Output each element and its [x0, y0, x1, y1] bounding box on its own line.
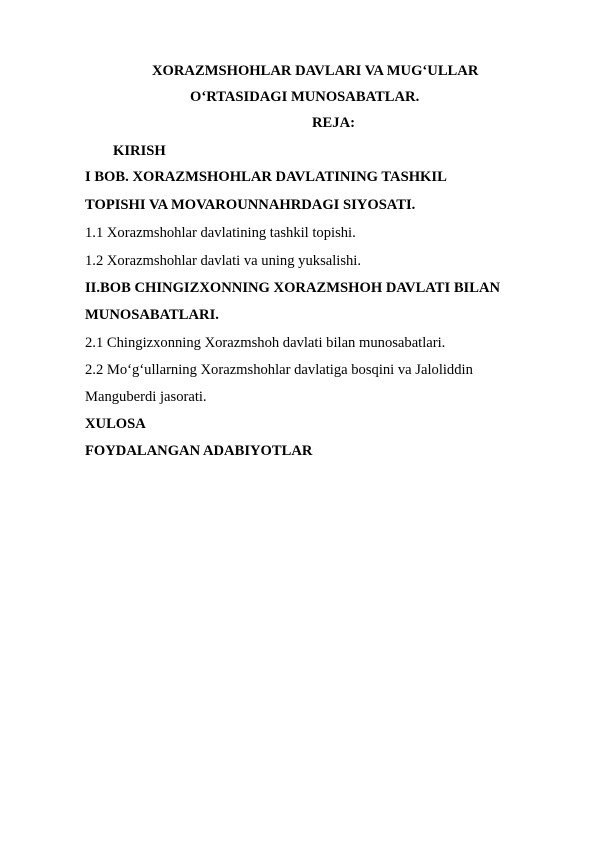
- document-title-line-1: XORAZMSHOHLAR DAVLARI VA MUG‘ULLAR: [152, 63, 479, 79]
- toc-chapter-2-line-1: II.BOB CHINGIZXONNING XORAZMSHOH DAVLATI BILAN: [85, 280, 501, 296]
- toc-section-2-1: 2.1 Chingizxonning Xorazmshoh davlati bilan munosabatlari.: [85, 335, 446, 351]
- toc-chapter-1-line-2: TOPISHI VA MOVAROUNNAHRDAGI SIYOSATI.: [85, 197, 416, 213]
- plan-heading: REJA:: [312, 115, 355, 131]
- toc-intro: KIRISH: [113, 143, 166, 159]
- toc-section-2-2-line-2: Manguberdi jasorati.: [85, 389, 207, 405]
- toc-section-2-2-line-1: 2.2 Mo‘g‘ullarning Xorazmshohlar davlatiga bosqini va Jaloliddin: [85, 362, 473, 378]
- toc-conclusion: XULOSA: [85, 416, 146, 432]
- document-title-line-2: O‘RTASIDAGI MUNOSABATLAR.: [190, 89, 420, 105]
- toc-references: FOYDALANGAN ADABIYOTLAR: [85, 443, 313, 459]
- toc-chapter-2-line-2: MUNOSABATLARI.: [85, 307, 219, 323]
- toc-section-1-1: 1.1 Xorazmshohlar davlatining tashkil topishi.: [85, 225, 356, 241]
- toc-section-1-2: 1.2 Xorazmshohlar davlati va uning yuksalishi.: [85, 253, 362, 269]
- toc-chapter-1-line-1: I BOB. XORAZMSHOHLAR DAVLATINING TASHKIL: [85, 169, 447, 185]
